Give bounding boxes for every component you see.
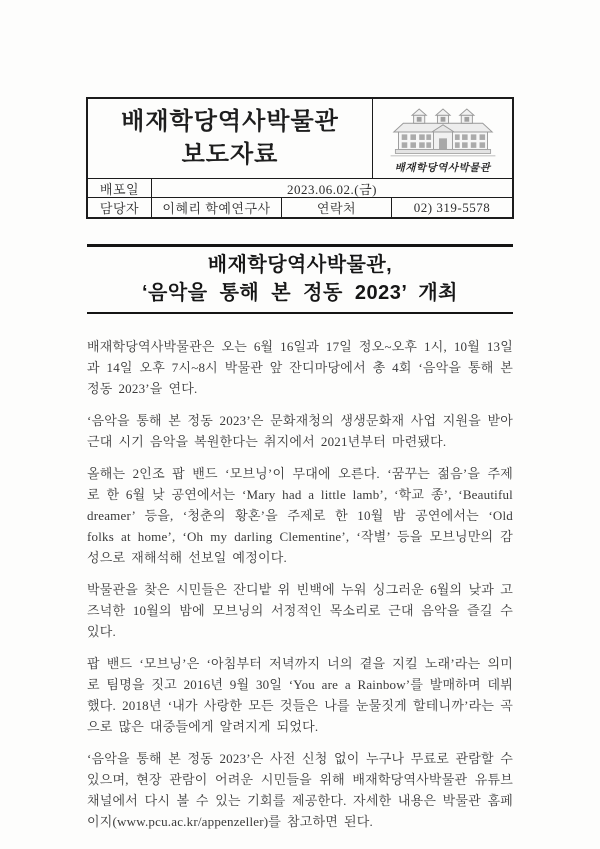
headline-line2: ‘음악을 통해 본 정동 2023’ 개최 [142,282,458,304]
body-paragraph: ‘음악을 통해 본 정동 2023’은 사전 신청 없이 누구나 무료로 관람할 수 있으며, 현장 관람이 어려운 시민들을 위해 배재학당역사박물관 유튜브 채널에서 다시 볼 수 있는 기회를 제공한다. 자세한 내용은 박물관 홈페이지(www.pcu.ac.kr/appenzeller)를 참고하면 된다. [87,751,513,829]
headline-line1: 배재학당역사박물관, [207,254,393,276]
doc-type-title: 보도자료 [181,141,279,168]
masthead-logo-cell [373,99,512,178]
masthead-title-cell [88,99,373,178]
masthead-title-row [88,99,512,178]
contact-label: 연락처 [281,198,391,217]
logo-caption: 배재학당역사박물관 [394,161,491,174]
body-paragraph: 팝 밴드 ‘모브닝’은 ‘아침부터 저녁까지 너의 곁을 지킬 노래’라는 의미로 팀명을 짓고 2016년 9월 30일 ‘You are a Rainbow’를 발매하며 데뷔했다. 2018년 ‘내가 사랑한 모든 것들은 나를 눈물짓게 할테니까’라는 곡으로 많은 대중들에게 알려지게 되었다. [87,656,513,734]
body-paragraph: 배재학당역사박물관은 오는 6월 16일과 17일 정오~오후 1시, 10월 13일과 14일 오후 7시~8시 박물관 앞 잔디마당에서 총 4회 ‘음악을 통해 본 정동 2023’을 연다. [87,339,513,396]
masthead-contact-row [88,197,512,217]
release-date-value: 2023.06.02.(금) [151,179,512,197]
contact-value: 02) 319-5578 [391,198,512,217]
masthead-release-row [88,178,512,197]
manager-label: 담당자 [99,201,140,216]
release-date-label: 배포일 [99,181,140,197]
masthead-table [86,97,514,219]
body-text [87,336,513,843]
manager-value: 이혜리 학예연구사 [151,198,281,217]
body-paragraph: ‘음악을 통해 본 정동 2023’은 문화재청의 생생문화재 사업 지원을 받아 근대 시기 음악을 복원한다는 취지에서 2021년부터 마련됐다. [87,413,513,449]
body-paragraph: 박물관을 찾은 시민들은 잔디밭 위 빈백에 누워 싱그러운 6월의 낮과 고즈넉한 10월의 밤에 모브닝의 서정적인 목소리로 근대 음악을 즐길 수 있다. [87,582,513,639]
org-title: 배재학당역사박물관 [121,108,339,135]
body-paragraph: 올해는 2인조 팝 밴드 ‘모브닝’이 무대에 오른다. ‘꿈꾸는 젊음’을 주제로 한 6월 낮 공연에서는 ‘Mary had a little lamb’, ‘학교 종’, ‘Beautiful dreamer’ 등을, ‘청춘의 황혼’을 주제로 한 10월 밤 공연에서는 ‘Old folks at home’, ‘Oh my darling Clementine’, ‘작별’ 등을 모브닝만의 감성으로 재해석해 선보일 예정이다. [87,466,513,565]
headline [87,244,513,314]
museum-building-icon [387,105,499,159]
